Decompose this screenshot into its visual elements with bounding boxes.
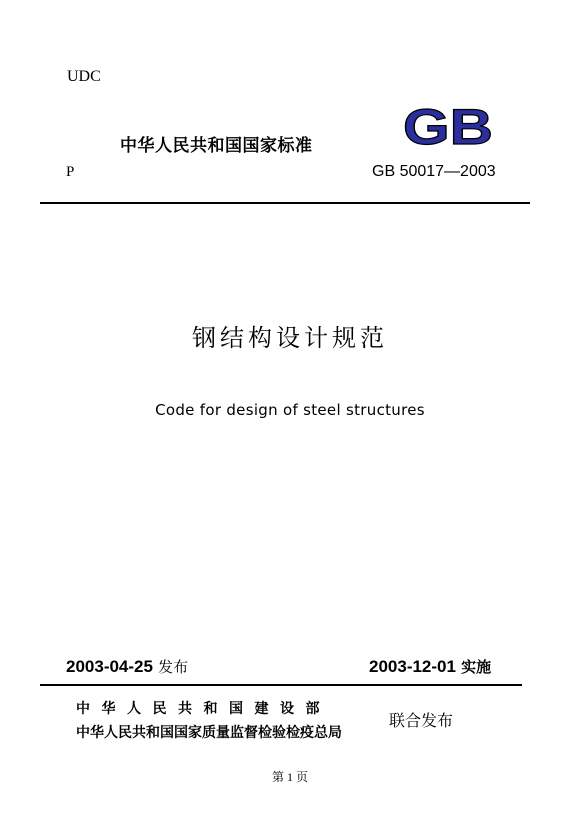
bottom-divider — [40, 684, 522, 686]
issue-label: 发布 — [158, 658, 189, 676]
page-number: 第 1 页 — [271, 770, 308, 784]
gb-logo-text: GB — [403, 103, 493, 149]
standard-type: 中华人民共和国国家标准 — [120, 136, 313, 156]
implementation-date-line — [369, 656, 491, 677]
udc-label: UDC — [67, 68, 101, 85]
issuer-ministry: 中华人民共和国建设部 — [76, 701, 331, 717]
issue-date-line — [66, 656, 188, 677]
classification-code: P — [66, 164, 75, 180]
issuer-quality-administration: 中华人民共和国国家质量监督检验检疫总局 — [76, 725, 342, 741]
standard-number: GB 50017—2003 — [372, 163, 496, 180]
document-title-english: Code for design of steel structures — [155, 401, 425, 419]
issue-date: 2003-04-25 — [66, 657, 153, 676]
joint-release-label: 联合发布 — [389, 711, 454, 730]
top-divider — [40, 202, 530, 204]
document-title-chinese: 钢结构设计规范 — [192, 324, 388, 352]
gb-logo — [401, 103, 495, 149]
implementation-label: 实施 — [461, 658, 492, 676]
implementation-date: 2003-12-01 — [369, 657, 456, 676]
